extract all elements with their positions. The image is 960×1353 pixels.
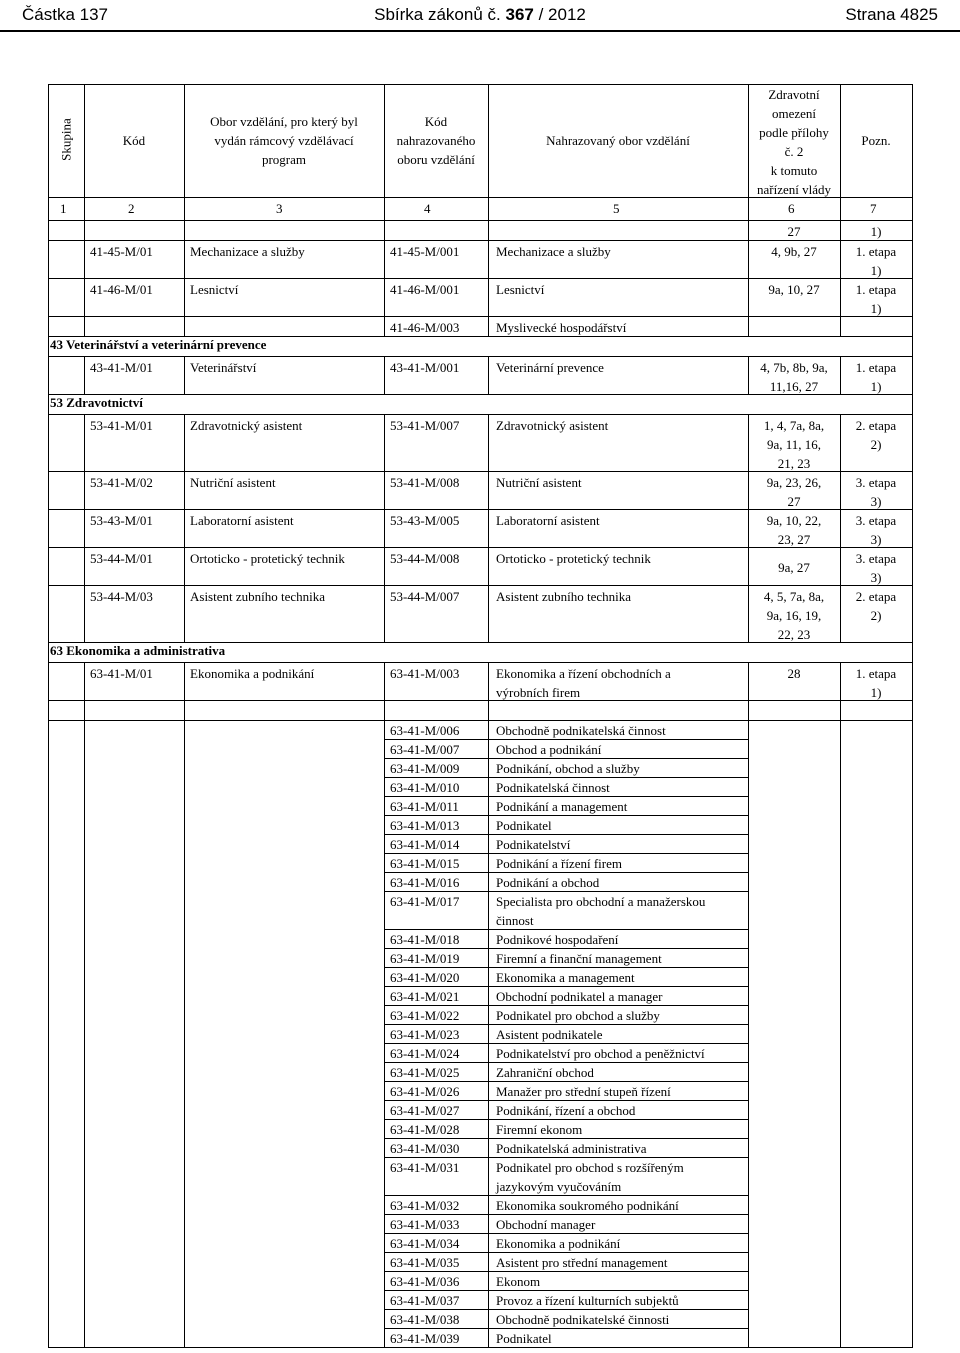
cell-obor: Ortoticko - protetický technik [190, 551, 345, 566]
cell-kod-nahrazovaneho: 63-41-M/030 [390, 1141, 460, 1156]
body-column-border [840, 356, 841, 394]
cell-nahrazovany-obor: Ekonomika soukromého podnikání [496, 1198, 679, 1213]
left-border [48, 356, 49, 414]
cell-nahrazovany-obor: Obchodní manager [496, 1217, 596, 1232]
cell-pozn: 1) [870, 263, 882, 278]
column-header-zdravotni-omezeni: omezení [771, 106, 817, 121]
cell-kod-nahrazovaneho: 63-41-M/038 [390, 1312, 460, 1327]
cell-nahrazovany-obor: činnost [496, 913, 534, 928]
cell-nahrazovany-obor: Lesnictví [496, 282, 545, 297]
cell-nahrazovany-obor: Ekonomika a management [496, 970, 635, 985]
body-column-border [748, 662, 749, 1347]
cell-nahrazovany-obor: výrobních firem [496, 685, 581, 700]
cell-nahrazovany-obor: Nutriční asistent [496, 475, 582, 490]
cell-nahrazovany-obor: Podnikové hospodaření [496, 932, 619, 947]
cell-nahrazovany-obor: Ekonom [496, 1274, 541, 1289]
cell-zdravotni-omezeni: 9a, 16, 19, [766, 608, 822, 623]
body-column-border [748, 414, 749, 642]
cell-kod-nahrazovaneho: 63-41-M/034 [390, 1236, 460, 1251]
cell-nahrazovany-obor: Podnikání a management [496, 799, 628, 814]
cell-kod-nahrazovaneho: 63-41-M/021 [390, 989, 460, 1004]
cell-kod-nahrazovaneho: 63-41-M/009 [390, 761, 460, 776]
body-column-border [748, 356, 749, 394]
cell-nahrazovany-obor: Obchodně podnikatelská činnost [496, 723, 666, 738]
cell-kod: 53-41-M/01 [90, 418, 153, 433]
cell-nahrazovany-obor: Podnikatel pro obchod s rozšířeným [496, 1160, 684, 1175]
cell-kod-nahrazovaneho: 63-41-M/015 [390, 856, 460, 871]
column-number: 1 [60, 201, 67, 216]
cell-kod-nahrazovaneho: 63-41-M/035 [390, 1255, 460, 1270]
row-border [48, 509, 913, 510]
cell-nahrazovany-obor: Asistent zubního technika [496, 589, 632, 604]
cell-nahrazovany-obor: Mechanizace a služby [496, 244, 611, 259]
column-header-zdravotni-omezeni: nařízení vlády [757, 182, 831, 197]
cell-kod-nahrazovaneho: 63-41-M/003 [390, 666, 460, 681]
cell-kod-nahrazovaneho: 53-43-M/005 [390, 513, 460, 528]
body-column-border [384, 220, 385, 336]
cell-zdravotni-omezeni: 9a, 23, 26, [766, 475, 822, 490]
cell-obor: Mechanizace a služby [190, 244, 305, 259]
cell-kod: 53-44-M/03 [90, 589, 153, 604]
body-column-border [384, 356, 385, 394]
cell-zdravotni-omezeni: 11,16, 27 [769, 379, 819, 394]
group-border [48, 414, 913, 415]
body-column-border [488, 356, 489, 394]
cell-zdravotni-omezeni: 9a, 27 [778, 560, 810, 575]
column-header-obor: Obor vzdělání, pro který byl [210, 114, 358, 129]
cell-kod-nahrazovaneho: 63-41-M/019 [390, 951, 460, 966]
row-border [48, 700, 913, 701]
cell-zdravotni-omezeni: 28 [787, 666, 801, 681]
cell-obor: Zdravotnický asistent [190, 418, 303, 433]
body-column-border [488, 662, 489, 1347]
cell-pozn: 1) [870, 224, 882, 239]
column-header-obor: program [261, 152, 307, 167]
cell-pozn: 1. etapa [855, 666, 897, 681]
column-header-zdravotni-omezeni: k tomuto [770, 163, 818, 178]
cell-kod-nahrazovaneho: 43-41-M/001 [390, 360, 460, 375]
cell-kod-nahrazovaneho: 63-41-M/025 [390, 1065, 460, 1080]
right-border [912, 662, 913, 1347]
cell-kod-nahrazovaneho: 41-46-M/001 [390, 282, 460, 297]
cell-zdravotni-omezeni: 9a, 10, 22, [766, 513, 822, 528]
cell-kod-nahrazovaneho: 63-41-M/018 [390, 932, 460, 947]
body-column-border [184, 356, 185, 394]
cell-kod-nahrazovaneho: 63-41-M/022 [390, 1008, 460, 1023]
body-column-border [748, 220, 749, 336]
cell-nahrazovany-obor: Ekonomika a podnikání [496, 1236, 621, 1251]
body-column-border [84, 662, 85, 1347]
cell-zdravotni-omezeni: 9a, 11, 16, [766, 437, 822, 452]
column-header-kod-nahrazovaneho: nahrazovaného [396, 133, 476, 148]
page-header-center-prefix: Sbírka zákonů č. [374, 5, 501, 24]
cell-pozn: 3) [870, 532, 882, 547]
table-bottom-border [48, 1347, 913, 1348]
cell-zdravotni-omezeni: 21, 23 [777, 456, 811, 471]
cell-kod-nahrazovaneho: 63-41-M/028 [390, 1122, 460, 1137]
column-number: 4 [424, 201, 431, 216]
column-header-obor: vydán rámcový vzdělávací [214, 133, 354, 148]
cell-nahrazovany-obor: Firemní a finanční management [496, 951, 662, 966]
row-border [48, 471, 913, 472]
body-column-border [184, 414, 185, 642]
header-column-border [184, 84, 185, 220]
cell-nahrazovany-obor: Podnikatel [496, 818, 552, 833]
cell-kod-nahrazovaneho: 63-41-M/016 [390, 875, 460, 890]
cell-kod-nahrazovaneho: 63-41-M/010 [390, 780, 460, 795]
body-column-border [384, 662, 385, 1347]
column-header-kod: Kód [122, 133, 146, 148]
cell-zdravotni-omezeni: 4, 5, 7a, 8a, [763, 589, 825, 604]
cell-pozn: 3) [870, 494, 882, 509]
right-border [912, 414, 913, 662]
body-column-border [84, 356, 85, 394]
group-border [48, 356, 913, 357]
page-header-right: Strana 4825 [845, 5, 938, 24]
body-column-border [384, 414, 385, 642]
column-header-kod-nahrazovaneho: Kód [424, 114, 448, 129]
column-header-skupina: Skupina [58, 118, 74, 161]
cell-zdravotni-omezeni: 27 [787, 494, 801, 509]
right-border [912, 220, 913, 356]
group-heading-g43: 43 Veterinářství a veterinární prevence [50, 337, 267, 352]
row-border [48, 720, 913, 721]
cell-pozn: 3. etapa [855, 513, 897, 528]
cell-pozn: 3. etapa [855, 551, 897, 566]
group-heading-g63: 63 Ekonomika a administrativa [50, 643, 226, 658]
cell-kod-nahrazovaneho: 63-41-M/013 [390, 818, 460, 833]
cell-pozn: 2) [870, 437, 882, 452]
body-column-border [840, 662, 841, 1347]
cell-zdravotni-omezeni: 27 [787, 224, 801, 239]
cell-zdravotni-omezeni: 1, 4, 7a, 8a, [763, 418, 825, 433]
cell-kod-nahrazovaneho: 63-41-M/033 [390, 1217, 460, 1232]
header-column-border [488, 84, 489, 220]
cell-pozn: 1) [870, 685, 882, 700]
cell-kod-nahrazovaneho: 63-41-M/036 [390, 1274, 460, 1289]
column-number: 3 [276, 201, 283, 216]
cell-nahrazovany-obor: Veterinární prevence [496, 360, 604, 375]
cell-obor: Asistent zubního technika [190, 589, 326, 604]
cell-kod-nahrazovaneho: 63-41-M/026 [390, 1084, 460, 1099]
row-border [48, 240, 913, 241]
cell-pozn: 1. etapa [855, 282, 897, 297]
cell-kod: 41-46-M/01 [90, 282, 153, 297]
column-header-pozn: Pozn. [861, 133, 891, 148]
column-number: 7 [870, 201, 877, 216]
cell-obor: Lesnictví [190, 282, 239, 297]
cell-pozn: 2) [870, 608, 882, 623]
column-header-nahrazovany-obor: Nahrazovaný obor vzdělání [546, 133, 690, 148]
cell-kod: 63-41-M/01 [90, 666, 153, 681]
cell-kod-nahrazovaneho: 63-41-M/039 [390, 1331, 460, 1346]
cell-kod-nahrazovaneho: 41-46-M/003 [390, 320, 460, 335]
cell-nahrazovany-obor: Ekonomika a řízení obchodních a [496, 666, 671, 681]
header-column-border [48, 84, 49, 220]
header-column-border [748, 84, 749, 220]
row-border [48, 316, 913, 317]
column-number: 2 [128, 201, 135, 216]
cell-nahrazovany-obor: Myslivecké hospodářství [496, 320, 627, 335]
cell-nahrazovany-obor: Obchod a podnikání [496, 742, 602, 757]
cell-kod-nahrazovaneho: 63-41-M/017 [390, 894, 460, 909]
cell-nahrazovany-obor: Obchodní podnikatel a manager [496, 989, 663, 1004]
page-header-number: 367 [505, 5, 534, 24]
cell-nahrazovany-obor: Podnikání, obchod a služby [496, 761, 640, 776]
header-column-border [840, 84, 841, 220]
row-border [48, 278, 913, 279]
cell-pozn: 2. etapa [855, 418, 897, 433]
right-border [912, 356, 913, 414]
row-border [48, 585, 913, 586]
cell-nahrazovany-obor: Podnikatelská administrativa [496, 1141, 647, 1156]
body-column-border [840, 220, 841, 336]
cell-kod: 41-45-M/01 [90, 244, 153, 259]
cell-nahrazovany-obor: Zdravotnický asistent [496, 418, 609, 433]
cell-nahrazovany-obor: Podnikatelství [496, 837, 571, 852]
column-number: 6 [788, 201, 795, 216]
cell-kod: 53-41-M/02 [90, 475, 153, 490]
body-column-border [184, 220, 185, 336]
body-column-border [488, 220, 489, 336]
cell-pozn: 2. etapa [855, 589, 897, 604]
cell-nahrazovany-obor: jazykovým vyučováním [496, 1179, 622, 1194]
cell-pozn: 1) [870, 301, 882, 316]
row-border [48, 547, 913, 548]
cell-nahrazovany-obor: Podnikatel [496, 1331, 552, 1346]
cell-kod-nahrazovaneho: 63-41-M/023 [390, 1027, 460, 1042]
page-header-center-suffix: / 2012 [538, 5, 586, 24]
cell-nahrazovany-obor: Manažer pro střední stupeň řízení [496, 1084, 671, 1099]
cell-pozn: 1. etapa [855, 244, 897, 259]
column-header-zdravotni-omezeni: Zdravotní [768, 87, 820, 102]
cell-obor: Veterinářství [190, 360, 257, 375]
left-border [48, 414, 49, 662]
cell-nahrazovany-obor: Asistent podnikatele [496, 1027, 603, 1042]
cell-nahrazovany-obor: Ortoticko - protetický technik [496, 551, 651, 566]
row-border [48, 394, 913, 395]
cell-nahrazovany-obor: Podnikání, řízení a obchod [496, 1103, 636, 1118]
cell-kod-nahrazovaneho: 53-44-M/007 [390, 589, 460, 604]
cell-pozn: 3) [870, 570, 882, 585]
page-header-left: Částka 137 [22, 5, 108, 24]
cell-nahrazovany-obor: Specialista pro obchodní a manažerskou [496, 894, 706, 909]
cell-pozn: 1) [870, 379, 882, 394]
cell-kod-nahrazovaneho: 63-41-M/024 [390, 1046, 460, 1061]
body-column-border [840, 414, 841, 642]
cell-nahrazovany-obor: Obchodně podnikatelské činnosti [496, 1312, 670, 1327]
cell-nahrazovany-obor: Zahraniční obchod [496, 1065, 594, 1080]
column-header-zdravotni-omezeni: č. 2 [784, 144, 804, 159]
cell-kod-nahrazovaneho: 53-41-M/007 [390, 418, 460, 433]
cell-pozn: 1. etapa [855, 360, 897, 375]
cell-obor: Nutriční asistent [190, 475, 276, 490]
cell-obor: Laboratorní asistent [190, 513, 294, 528]
cell-nahrazovany-obor: Firemní ekonom [496, 1122, 583, 1137]
cell-kod-nahrazovaneho: 63-41-M/006 [390, 723, 460, 738]
cell-nahrazovany-obor: Podnikání a řízení firem [496, 856, 622, 871]
cell-pozn: 3. etapa [855, 475, 897, 490]
header-column-border [384, 84, 385, 220]
cell-kod-nahrazovaneho: 53-44-M/008 [390, 551, 460, 566]
group-border [48, 662, 913, 663]
group-heading-g53: 53 Zdravotnictví [50, 395, 143, 410]
cell-kod-nahrazovaneho: 63-41-M/020 [390, 970, 460, 985]
cell-kod-nahrazovaneho: 53-41-M/008 [390, 475, 460, 490]
column-header-zdravotni-omezeni: podle přílohy [759, 125, 829, 140]
cell-kod: 53-43-M/01 [90, 513, 153, 528]
cell-nahrazovany-obor: Podnikání a obchod [496, 875, 600, 890]
body-column-border [84, 414, 85, 642]
cell-zdravotni-omezeni: 22, 23 [777, 627, 811, 642]
cell-kod: 43-41-M/01 [90, 360, 153, 375]
column-header-kod-nahrazovaneho: oboru vzdělání [397, 152, 475, 167]
cell-nahrazovany-obor: Provoz a řízení kulturních subjektů [496, 1293, 679, 1308]
cell-kod-nahrazovaneho: 63-41-M/037 [390, 1293, 460, 1308]
body-column-border [184, 662, 185, 1347]
header-column-border [912, 84, 913, 220]
cell-zdravotni-omezeni: 4, 7b, 8b, 9a, [760, 360, 828, 375]
cell-nahrazovany-obor: Laboratorní asistent [496, 513, 600, 528]
cell-kod-nahrazovaneho: 41-45-M/001 [390, 244, 460, 259]
left-border [48, 662, 49, 1347]
cell-kod-nahrazovaneho: 63-41-M/031 [390, 1160, 460, 1175]
body-column-border [84, 220, 85, 336]
cell-nahrazovany-obor: Podnikatelská činnost [496, 780, 610, 795]
cell-zdravotni-omezeni: 23, 27 [777, 532, 811, 547]
cell-nahrazovany-obor: Asistent pro střední management [496, 1255, 668, 1270]
cell-kod-nahrazovaneho: 63-41-M/007 [390, 742, 460, 757]
cell-obor: Ekonomika a podnikání [190, 666, 315, 681]
cell-zdravotni-omezeni: 9a, 10, 27 [768, 282, 820, 297]
cell-kod-nahrazovaneho: 63-41-M/011 [390, 799, 459, 814]
cell-kod-nahrazovaneho: 63-41-M/032 [390, 1198, 460, 1213]
left-border [48, 220, 49, 356]
header-number-border [48, 220, 913, 221]
cell-kod: 53-44-M/01 [90, 551, 153, 566]
cell-kod-nahrazovaneho: 63-41-M/014 [390, 837, 460, 852]
header-column-border [84, 84, 85, 220]
cell-zdravotni-omezeni: 4, 9b, 27 [771, 244, 817, 259]
body-column-border [488, 414, 489, 642]
cell-nahrazovany-obor: Podnikatel pro obchod a služby [496, 1008, 660, 1023]
cell-nahrazovany-obor: Podnikatelství pro obchod a peněžnictví [496, 1046, 705, 1061]
cell-kod-nahrazovaneho: 63-41-M/027 [390, 1103, 460, 1118]
column-number: 5 [613, 201, 620, 216]
